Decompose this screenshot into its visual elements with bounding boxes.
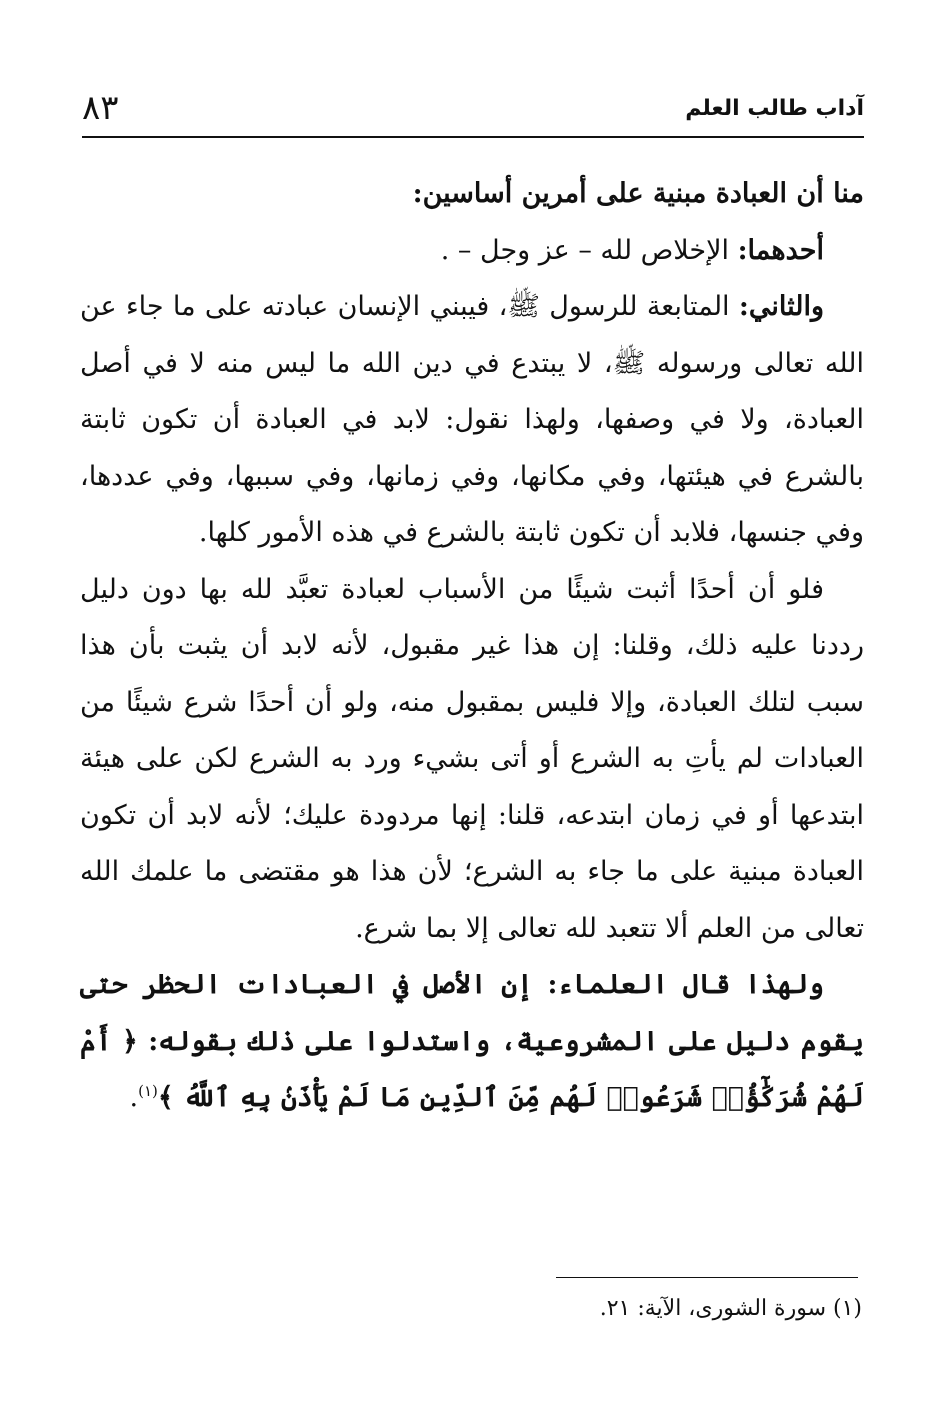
paragraph-3 (80, 279, 864, 562)
paragraph-5 (80, 957, 864, 1127)
paragraph-3-lead: والثاني: (738, 291, 824, 322)
paragraph-5-end: . (129, 1082, 139, 1113)
page-number: ٨٣ (82, 88, 119, 128)
paragraph-5-lead: ولهذا قال العلماء: (547, 969, 824, 1000)
paragraph-2-text: الإخلاص لله – عز وجل – . (440, 234, 738, 266)
header-divider (82, 136, 864, 138)
book-title: آداب طالب العلم (685, 96, 864, 121)
page-header (82, 88, 864, 134)
paragraph-5-text: إن الأصل في العبادات الحظر حتى يقوم دليل على المشروعية، واستدلوا على ذلك بقوله: (80, 969, 864, 1057)
paragraph-3-text: المتابعة للرسول ﷺ، فيبني الإنسان عبادته على ما جاء عن الله تعالى ورسوله ﷺ، لا يبتدع في دين الله ما ليس منه لا في أصل العبادة، ولا في وصفها، ولهذا نقول: لابد في العبادة أن تكون ثابتة بالشرع في هيئتها، وفي مكانها، وفي زمانها، وفي سببها، وفي عددها، وفي جنسها، فلابد أن تكون ثابتة بالشرع في هذه الأمور كلها. (80, 291, 864, 548)
footnote-divider (556, 1277, 858, 1278)
paragraph-1: منا أن العبادة مبنية على أمرين أساسين: (412, 178, 864, 209)
footnote-reference: (١) (138, 1082, 158, 1100)
main-text (80, 166, 864, 1127)
quran-verse: ﴿ أَمْ لَهُمْ شُرَكَٰٓؤُا۟ شَرَعُوا۟ لَهُم مِّنَ ٱلدِّينِ مَا لَمْ يَأْذَنۢ بِهِ ٱللَّهُ ﴾ (80, 1025, 864, 1113)
paragraph-4: فلو أن أحدًا أثبت شيئًا من الأسباب لعبادة تعبَّد لله بها دون دليل رددنا عليه ذلك، وقلنا: إن هذا غير مقبول، لأنه لابد أن يثبت بأن هذا سبب لتلك العبادة، وإلا فليس بمقبول منه، ولو أن أحدًا شرع شيئًا من العبادات لم يأتِ به الشرع أو أتى بشيء ورد به الشرع لكن على هيئة ابتدعها أو في زمان ابتدعه، قلنا: إنها مردودة عليك؛ لأنه لابد أن تكون العبادة مبنية على ما جاء به الشرع؛ لأن هذا هو مقتضى ما علمك الله تعالى من العلم ألا تتعبد لله تعالى إلا بما شرع. (80, 573, 864, 944)
paragraph-2-lead: أحدهما: (737, 234, 824, 266)
paragraph-2 (80, 223, 864, 280)
footnote: (١) سورة الشورى، الآية: ٢١. (599, 1296, 862, 1321)
